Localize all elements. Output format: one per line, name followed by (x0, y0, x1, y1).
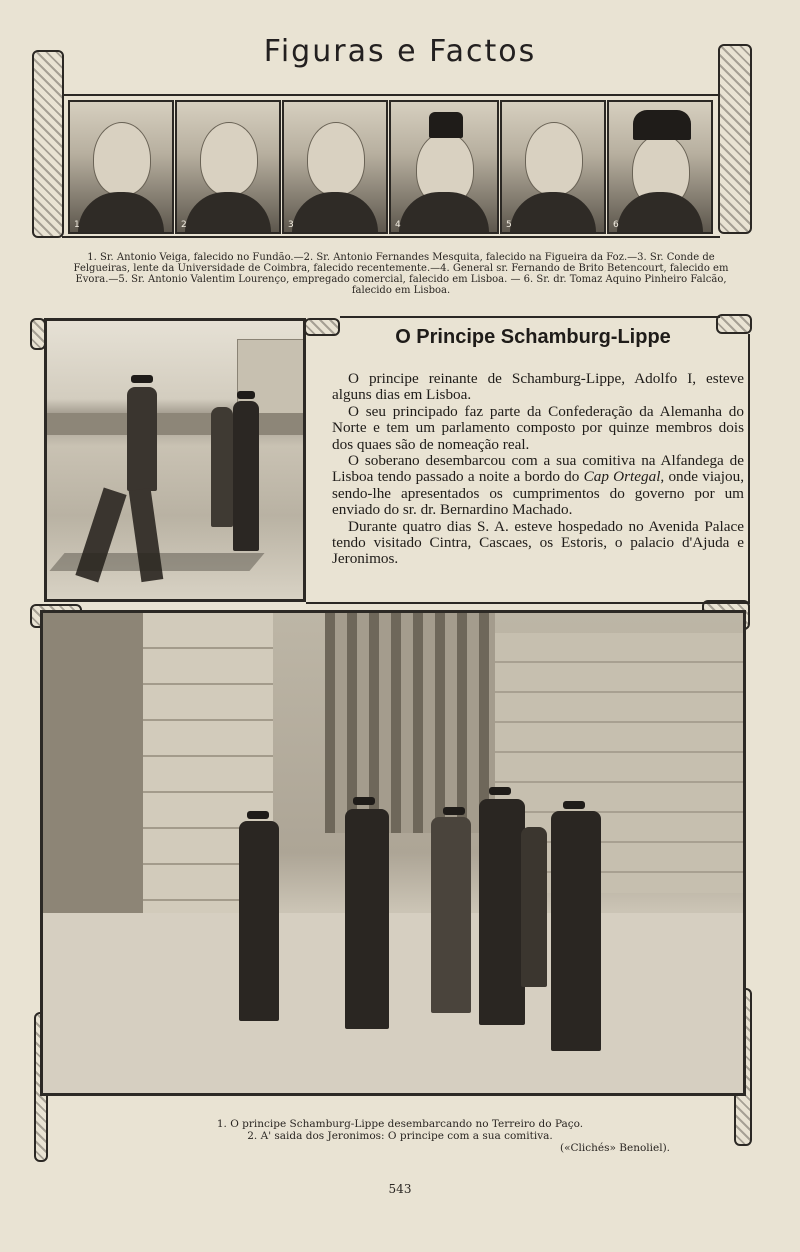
caption-line-1: 1. O principe Schamburg-Lippe desembarcando no Terreiro do Paço. (216, 1118, 584, 1130)
portrait-number: 5 (506, 220, 512, 230)
portrait-number: 4 (395, 220, 401, 230)
portrait-5 (500, 100, 606, 234)
portrait-number: 3 (288, 220, 294, 230)
divider (62, 94, 720, 96)
portrait-number: 6 (613, 220, 619, 230)
photo-credit: («Clichés» Benoliel). (559, 1142, 670, 1154)
ornament-right-top-icon (718, 44, 752, 234)
article-body (332, 371, 744, 568)
portraits-caption: 1. Sr. Antonio Veiga, falecido no Fundão.—2. Sr. Antonio Fernandes Mesquita, falecido na Figueira da Foz.—3. Sr. Conde de Felgueiras, lente da Universidade de Coimbra, falecido recentemente.—4. General sr. Fernando de Brito Betencourt, falecido em Evora.—5. Sr. Antonio Valentim Lourenço, empregado comercial, falecido em Lisboa. — 6. Sr. dr. Tomaz Aquino Pinheiro Falcão, falecido em Lisboa. (73, 252, 729, 296)
portrait-number: 2 (181, 220, 187, 230)
portrait-1 (68, 100, 174, 234)
caption-line-2: 2. A' saida dos Jeronimos: O principe com a sua comitiva. (247, 1130, 553, 1142)
portrait-number: 1 (74, 220, 80, 230)
article-paragraph: O seu principado faz parte da Confederação da Alemanha do Norte e tem um parlamento composto por quinze membros dois dos quaes são de nomeação real. (332, 402, 744, 453)
portrait-6 (607, 100, 713, 234)
article-paragraph: Durante quatro dias S. A. esteve hospedado no Avenida Palace tendo visitado Cintra, Cascaes, os Estoris, o palacio d'Ajuda e Jeronimos. (332, 517, 744, 568)
portrait-4 (389, 100, 499, 234)
page-title: Figuras e Factos (263, 34, 537, 69)
divider (306, 602, 750, 604)
ship-name: Cap Ortegal (583, 468, 661, 486)
divider (748, 334, 750, 604)
photos-caption (120, 1118, 680, 1154)
portrait-3 (282, 100, 388, 234)
page-number: 543 (388, 1182, 412, 1196)
portrait-2 (175, 100, 281, 234)
photo-jeronimos-exit (40, 610, 746, 1096)
article-text: O soberano desembarcou com a sua comitiva na Alfandega de Lisboa tendo passado a noite a bordo do (332, 452, 744, 486)
article-text: , onde viajou, sendo-lhe apresentados os cumprimentos do governo por um enviado do sr. dr. Bernardino Machado. (332, 468, 744, 519)
ornament-left-top-icon (32, 50, 64, 238)
photo-landing-terreiro-do-paco (44, 318, 306, 602)
divider (62, 236, 720, 238)
divider (340, 316, 720, 318)
article-title: O Principe Schamburg-Lippe (395, 326, 671, 348)
article-paragraph: O principe reinante de Schamburg-Lippe, Adolfo I, esteve alguns dias em Lisboa. (332, 370, 744, 404)
article-paragraph (332, 453, 744, 519)
